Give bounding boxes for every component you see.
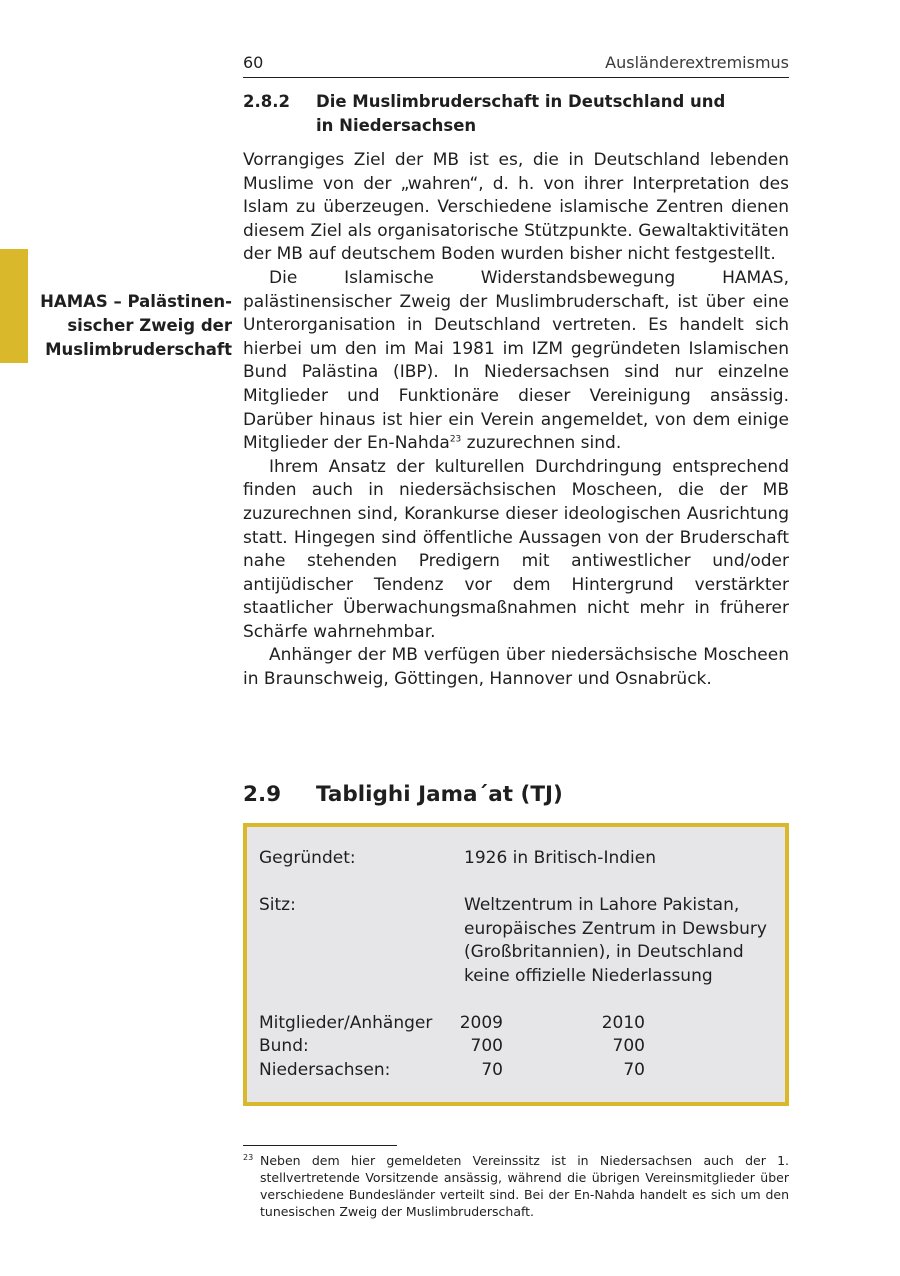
row-label-bund: Bund: (259, 1036, 309, 1056)
value-bund-2010: 700 (612, 1036, 645, 1056)
margin-note-line: HAMAS – Palästinen- (40, 292, 232, 311)
year-2010: 2010 (601, 1013, 645, 1033)
paragraph-text: zuzurechnen sind. (461, 433, 622, 454)
seat-line: europäisches Zentrum in Dewsbury (464, 918, 767, 939)
body-text (243, 149, 789, 692)
seat-value (464, 894, 784, 988)
margin-note-line: sischer Zweig der (67, 316, 232, 335)
footnote (243, 1152, 789, 1220)
footnote-ref: 23 (449, 434, 462, 445)
value-nds-2009: 70 (481, 1060, 503, 1080)
year-2009: 2009 (459, 1013, 503, 1033)
value-nds-2010: 70 (623, 1060, 645, 1080)
founded-label: Gegründet: (259, 848, 356, 868)
footnote-mark: 23 (243, 1153, 254, 1162)
paragraph: Vorrangiges Ziel der MB ist es, die in Deutschland lebenden Muslime von der „wahren“, d. h. von ihrer Interpretation des Islam zu überzeugen. Verschiedene islamische Zentren dienen diesem Ziel als organisatorische Stützpunkte. Gewaltaktivitäten der MB auf deutschem Boden wurden bisher nicht festgestellt. (243, 150, 789, 265)
section-title: Tablighi Jama´at (TJ) (316, 782, 563, 807)
section-number: 2.8.2 (243, 92, 290, 111)
row-label-niedersachsen: Niedersachsen: (259, 1060, 391, 1080)
margin-note (0, 290, 232, 362)
seat-line: keine offizielle Niederlassung (464, 965, 713, 986)
founded-value: 1926 in Britisch-Indien (464, 848, 656, 868)
paragraph: Ihrem Ansatz der kulturellen Durchdringung entsprechend finden auch in niedersächsischen Moscheen, die der MB zuzurechnen sind, Korankurse dieser ideologischen Ausrichtung statt. Hingegen sind öffentliche Aussagen von der Bruderschaft nahe stehenden Predigern mit antiwestlicher und/oder antijüdischer Tendenz vor dem Hintergrund verstärkter staatlicher Überwachungsmaßnahmen nicht mehr in früherer Schärfe wahrnehmbar. (243, 456, 789, 642)
footnote-text: Neben dem hier gemeldeten Vereinssitz ist in Niedersachsen auch der 1. stellvertretende Vorsitzende ansässig, während die übrigen Vereinsmitglieder über verschiedene Bundesländer verteilt sind. Bei der En-Nahda handelt es sich um den tunesischen Zweig der Muslimbruderschaft. (260, 1153, 789, 1219)
chapter-title: Ausländerextremismus (605, 53, 789, 72)
paragraph-text: Die Islamische Widerstandsbewegung HAMAS, palästinensischer Zweig der Muslimbruderschaft, ist über eine Unterorganisation in Deutschland vertreten. Es handelt sich hierbei um den im Mai 1981 im IZM gegründeten Islamischen Bund Palästina (IBP). In Niedersachsen sind nur einzelne Mitglieder und Funktionäre dieser Vereinigung ansässig. Darüber hinaus ist hier ein Verein angemeldet, von dem einige Mitglieder der En-Nahda (243, 267, 789, 454)
footnote-rule (243, 1145, 397, 1146)
running-header (243, 53, 789, 78)
members-label: Mitglieder/Anhänger (259, 1013, 433, 1033)
paragraph: Anhänger der MB verfügen über niedersächsische Moscheen in Braunschweig, Göttingen, Hannover und Osnabrück. (243, 645, 789, 690)
seat-line: (Großbritannien), in Deutschland (464, 942, 744, 963)
value-bund-2009: 700 (470, 1036, 503, 1056)
info-box (243, 823, 789, 1106)
page-number: 60 (243, 53, 264, 72)
margin-note-line: Muslimbruderschaft (45, 340, 232, 359)
seat-label: Sitz: (259, 895, 296, 915)
section-number: 2.9 (243, 782, 282, 807)
section-title: Die Muslimbruderschaft in Deutschland und in Niedersachsen (316, 92, 726, 135)
seat-line: Weltzentrum in Lahore Pakistan, (464, 895, 740, 915)
paragraph (243, 267, 789, 456)
